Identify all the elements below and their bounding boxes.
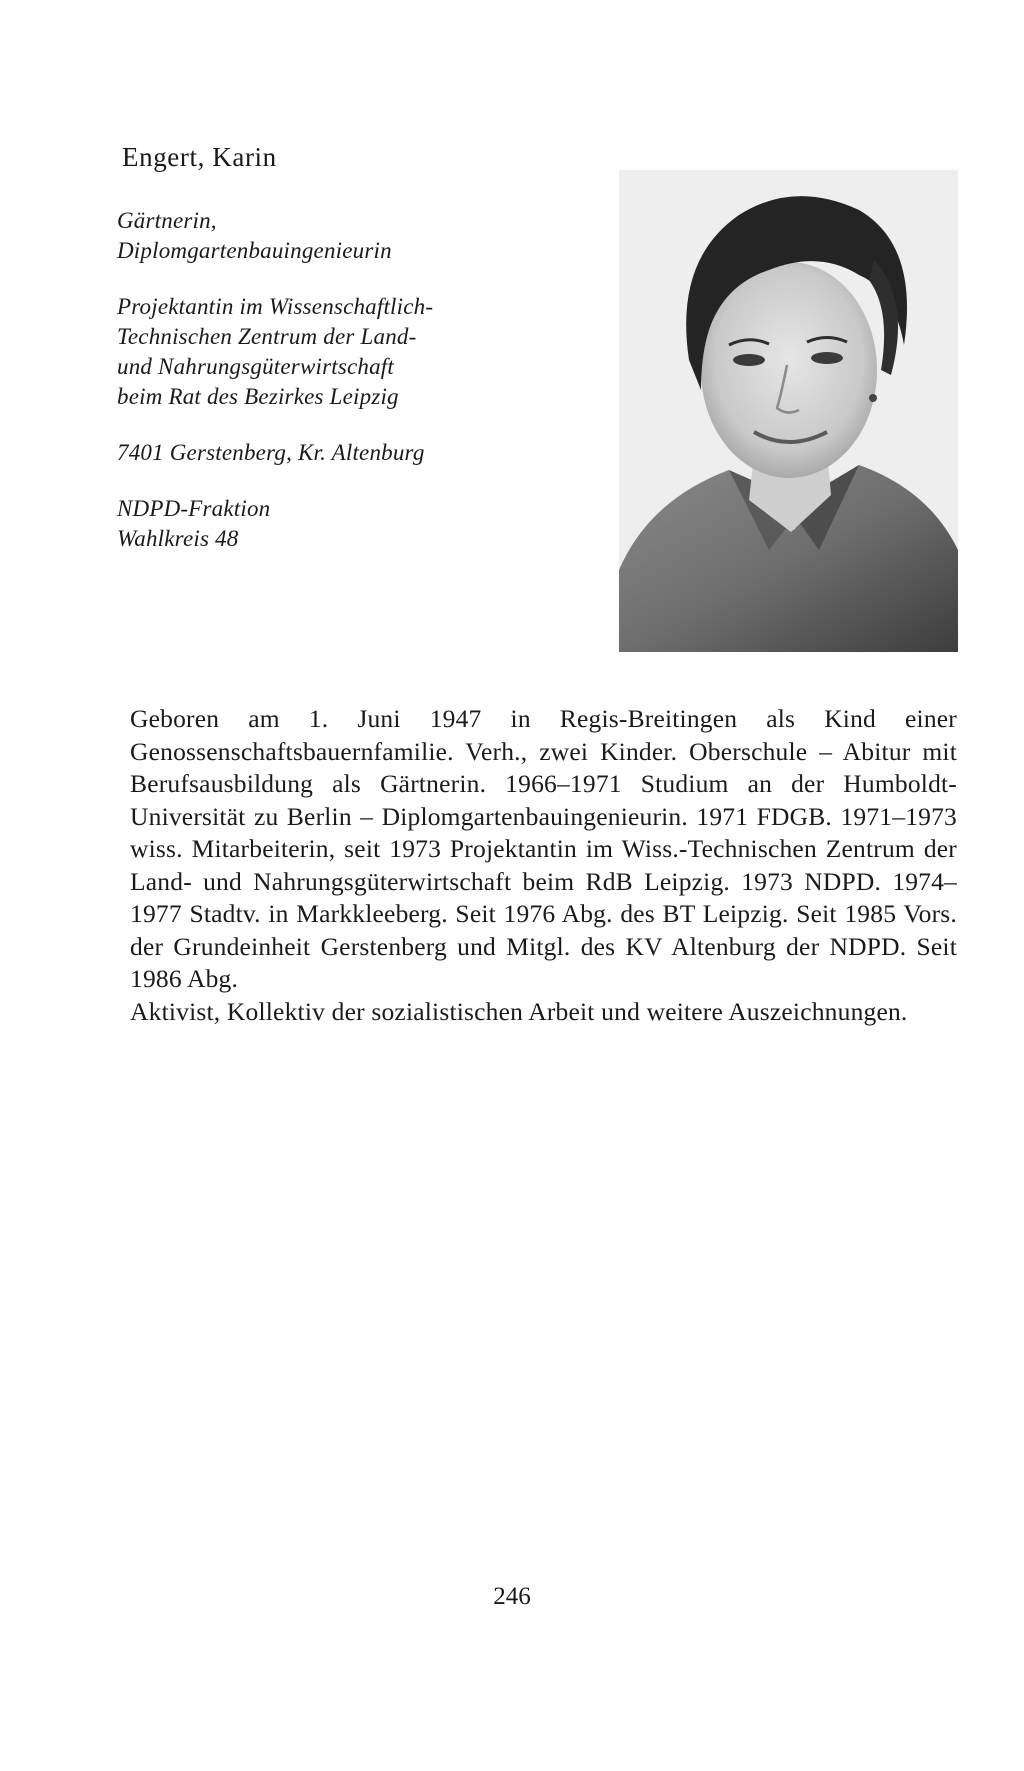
portrait-photo xyxy=(619,170,958,652)
portrait-photo-icon xyxy=(619,170,958,652)
biography-text: Geboren am 1. Juni 1947 in Regis-Breitingen als Kind einer Genossenschaftsbauernfamilie. Verh., zwei Kinder. Oberschule – Abitur mit Berufsausbildung als Gärtnerin. 1966–1971 Studium an der Humboldt-Universität zu Berlin – Diplomgartenbauingenieurin. 1971 FDGB. 1971–1973 wiss. Mitarbeiterin, seit 1973 Projektantin im Wiss.-Technischen Zentrum der Land- und Nahrungsgüterwirtschaft beim RdB Leipzig. 1973 NDPD. 1974–1977 Stadtv. in Markkleeberg. Seit 1976 Abg. des BT Leipzig. Seit 1985 Vors. der Grundeinheit Gerstenberg und Mitgl. des KV Altenburg der NDPD. Seit 1986 Abg. xyxy=(130,704,957,993)
position-line: Projektantin im Wissenschaftlich- xyxy=(117,294,434,319)
entry-name: Engert, Karin xyxy=(122,142,277,172)
position-block xyxy=(117,292,497,412)
biography xyxy=(130,703,957,1028)
biography-awards: Aktivist, Kollektiv der sozialistischen Arbeit und weitere Auszeichnungen. xyxy=(130,996,908,1026)
address-block xyxy=(117,438,497,468)
entry-details xyxy=(117,206,497,580)
profession-line: Diplomgartenbauingenieurin xyxy=(117,238,392,263)
profession-block xyxy=(117,206,497,266)
constituency: Wahlkreis 48 xyxy=(117,526,239,551)
faction-block xyxy=(117,494,497,554)
profession-line: Gärtnerin, xyxy=(117,208,217,233)
position-line: Technischen Zentrum der Land- xyxy=(117,324,417,349)
position-line: beim Rat des Bezirkes Leipzig xyxy=(117,384,399,409)
page-number: 246 xyxy=(493,1583,531,1610)
address: 7401 Gerstenberg, Kr. Altenburg xyxy=(117,440,425,465)
position-line: und Nahrungsgüterwirtschaft xyxy=(117,354,394,379)
faction: NDPD-Fraktion xyxy=(117,496,271,521)
